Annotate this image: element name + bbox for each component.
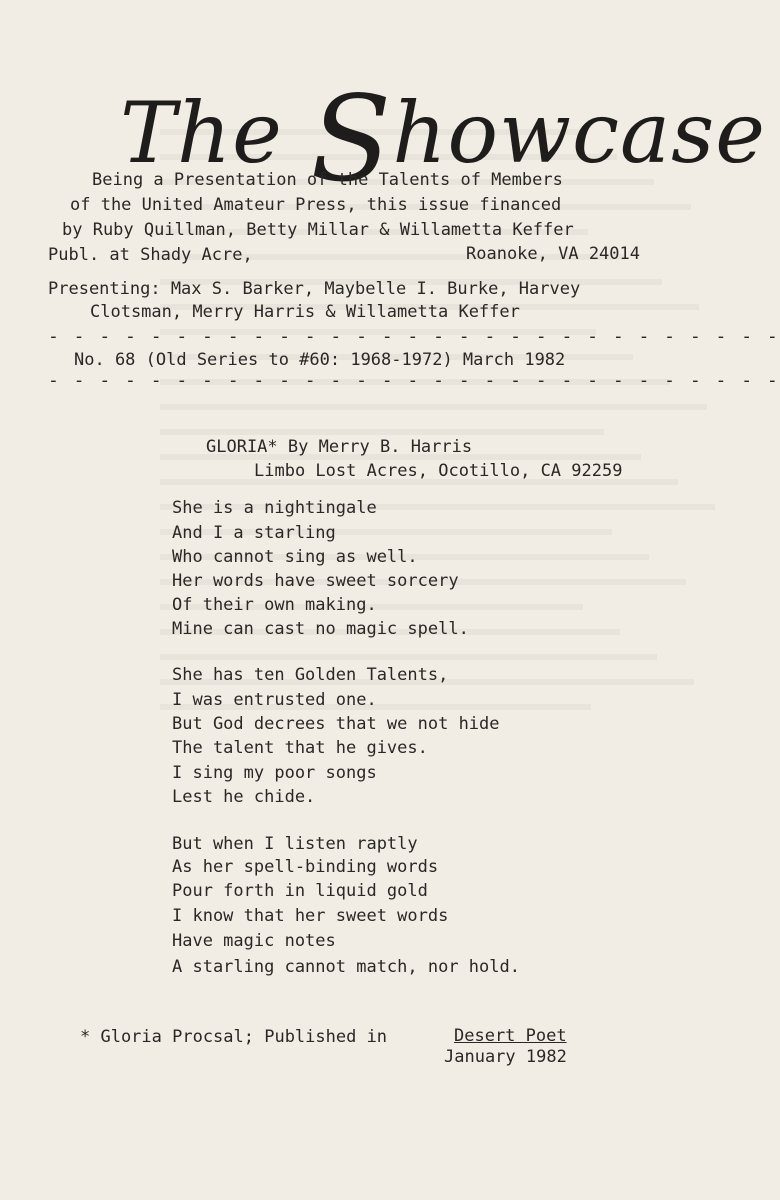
footnote-text: * Gloria Procsal; Published in	[80, 1027, 388, 1047]
intro-line-3: by Ruby Quillman, Betty Millar & Willametta Keffer	[62, 220, 574, 240]
poem-line: Her words have sweet sorcery	[172, 571, 459, 591]
separator-top: - - - - - - - - - - - - - - - - - - - - - - - - - - - - -	[48, 326, 780, 347]
footnote-date: January 1982	[444, 1047, 567, 1067]
intro-line-1: Being a Presentation of the Talents of Members	[92, 170, 563, 190]
poem-location: Limbo Lost Acres, Ocotillo, CA 92259	[254, 461, 623, 481]
poem-line: She has ten Golden Talents,	[172, 665, 449, 685]
poem-line: I was entrusted one.	[172, 690, 377, 710]
poem-line: Who cannot sing as well.	[172, 547, 418, 567]
masthead-word-showcase: Showcase	[310, 70, 766, 208]
publication-address: Roanoke, VA 24014	[466, 244, 640, 264]
separator-bottom: - - - - - - - - - - - - - - - - - - - - - - - - - - - - -	[48, 370, 780, 391]
poem-line: And I a starling	[172, 523, 336, 543]
poem-title: GLORIA* By Merry B. Harris	[206, 437, 473, 457]
poem-line: Mine can cast no magic spell.	[172, 619, 469, 639]
footnote-publication: Desert Poet	[454, 1026, 567, 1046]
poem-line: Have magic notes	[172, 931, 336, 951]
poem-line: She is a nightingale	[172, 498, 377, 518]
poem-line: Pour forth in liquid gold	[172, 881, 428, 901]
issue-line: No. 68 (Old Series to #60: 1968-1972) March 1982	[74, 350, 566, 370]
poem-line: As her spell-binding words	[172, 857, 439, 877]
intro-line-2: of the United Amateur Press, this issue financed	[70, 195, 562, 215]
masthead-word-the: The	[120, 84, 283, 182]
publication-place: Publ. at Shady Acre,	[48, 245, 253, 265]
poem-line: But when I listen raptly	[172, 834, 418, 854]
poem-line: Of their own making.	[172, 595, 377, 615]
poem-line: The talent that he gives.	[172, 738, 428, 758]
presenting-line-1: Presenting: Max S. Barker, Maybelle I. Burke, Harvey	[48, 279, 581, 299]
poem-line: I sing my poor songs	[172, 763, 377, 783]
poem-line: Lest he chide.	[172, 787, 316, 807]
poem-line: A starling cannot match, nor hold.	[172, 957, 520, 977]
poem-line: But God decrees that we not hide	[172, 714, 500, 734]
poem-line: I know that her sweet words	[172, 906, 449, 926]
presenting-line-2: Clotsman, Merry Harris & Willametta Keffer	[90, 302, 520, 322]
